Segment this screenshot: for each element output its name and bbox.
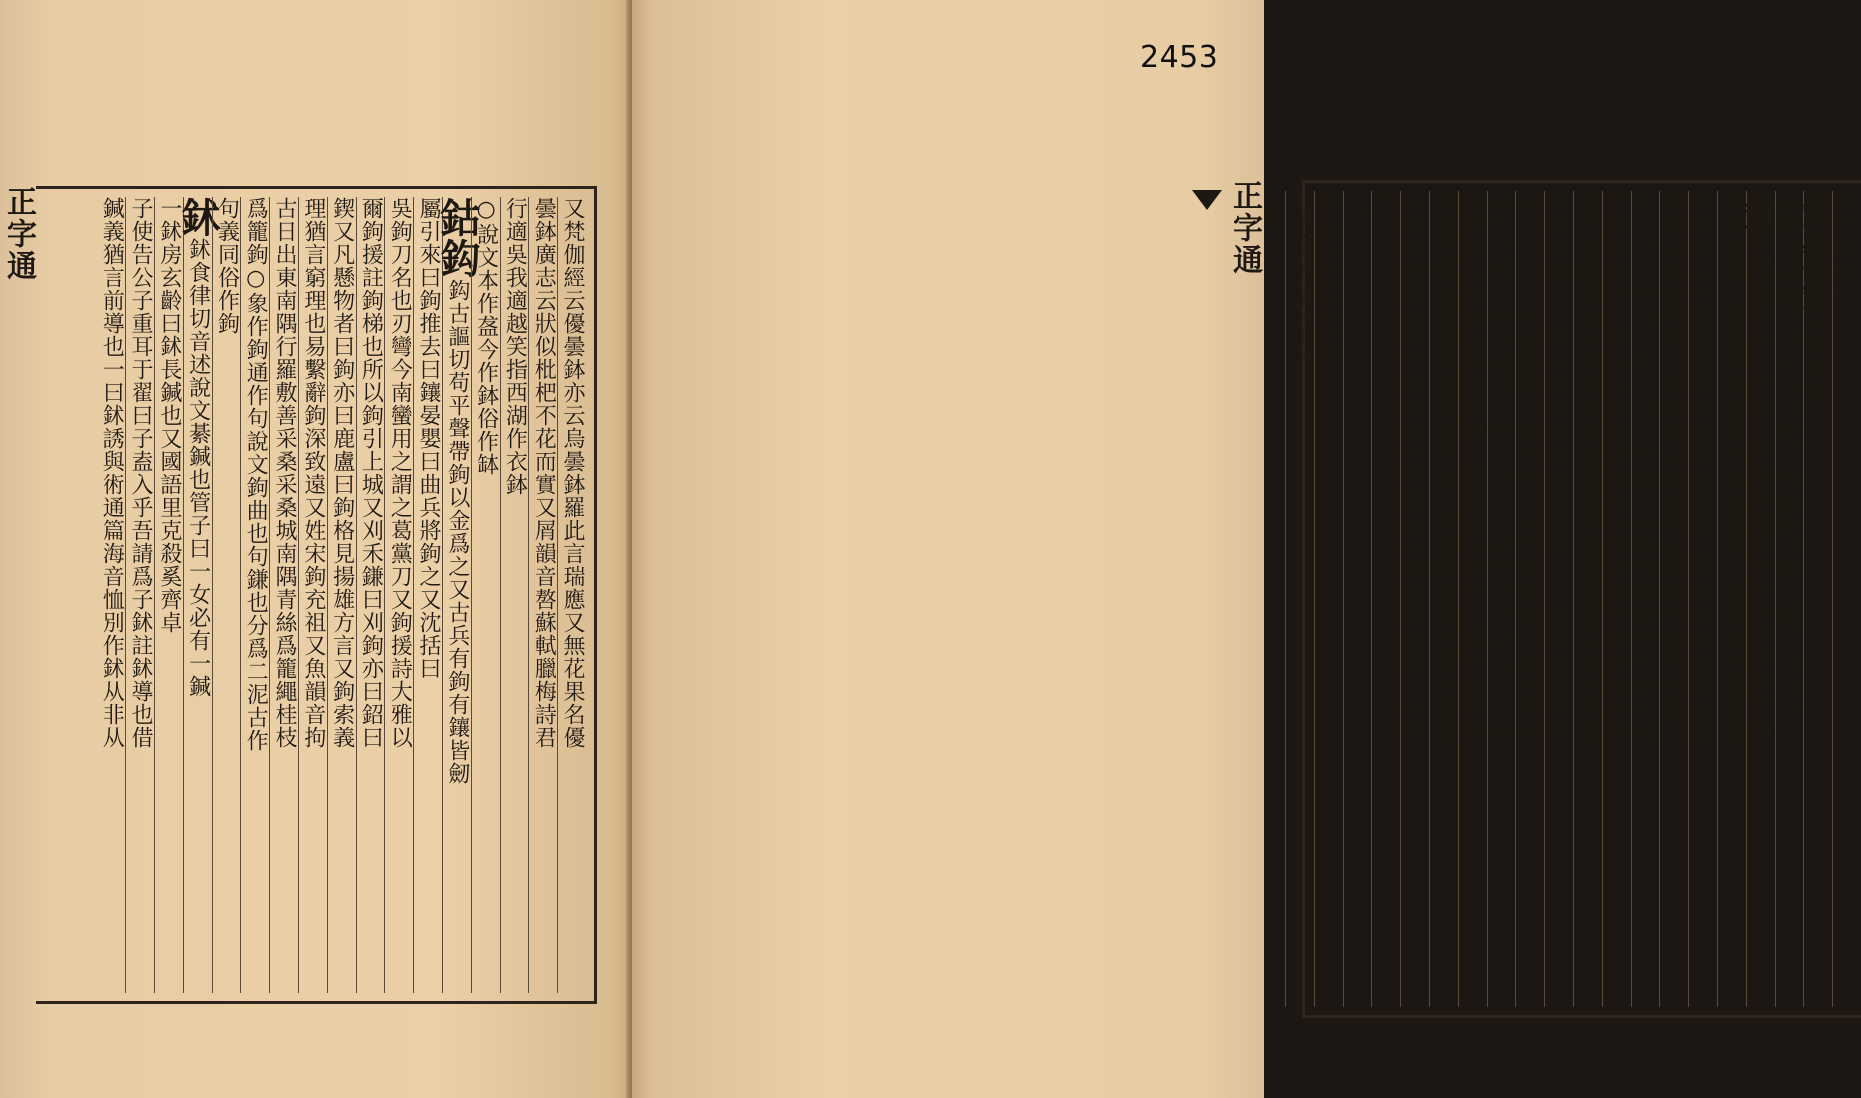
- text-column: 用鐵形圓上有蓋或用瓦形亦如之通稱曰鉢盂宋大覺禪師: [1717, 191, 1746, 1007]
- text-column: 主司斂名紙通呈與主司對拜職事者云請狀元謝衣鉢謂謝: [1458, 191, 1487, 1007]
- text-column: 行適吳我適越笑指西湖作衣鉢: [500, 197, 529, 993]
- text-column: 鈷鈎鈎古謳切苟平聲帶鉤以金爲之又古兵有鉤有鑲皆劒: [442, 197, 471, 993]
- annotation-column: 七陽收鉠按毛詩本作央: [1285, 191, 1314, 1007]
- text-column: 爲籠鉤○象作鉤通作句說文鉤曲也句鎌也分爲二泥古作: [240, 197, 269, 993]
- headword-glyph: 鉥: [174, 197, 222, 238]
- text-column: ○說文本作盋今作鉢俗作缽: [471, 197, 500, 993]
- text-column: 鉢故體用鐵瓦二物色以藥煙熏治量則分上中下釋氏皆: [1746, 191, 1775, 1007]
- text-column: 集和凝第十三名及第後知舉取范質第十三名質從謝凝謂: [1544, 191, 1573, 1007]
- text-column: 鉢同盋食器梵語鉢多羅此云應量器謂體色量三俱應法: [1775, 191, 1804, 1007]
- text-column: 又蘇軾詩傳家有衣鉢註家學有素也或曰儒學借喻衣鉢非: [1400, 191, 1429, 1007]
- book-title: 正字通: [1, 186, 36, 282]
- right-text-frame: [1262, 180, 1861, 1018]
- right-page: [632, 0, 1860, 1098]
- text-column: 則可焚之者慢上取名也又梵書言自釋迦相傳有衣鉢世相: [1631, 191, 1660, 1007]
- headword-glyph: 鈷: [433, 197, 481, 238]
- text-column: 相有登庸衣鉢亦相傳之句又摭言曰唐進士自狀元以下謁: [1487, 191, 1516, 1007]
- text-column: 付受後魏天竺國王子號達磨出家入南海齎衣鉢航海至梁: [1602, 191, 1631, 1007]
- headword-glyph: 鉅: [1795, 273, 1843, 314]
- text-column: 爾鉤援註鉤梯也所以鉤引上城又刈禾鎌曰刈鉤亦曰鉊曰: [356, 197, 385, 993]
- left-text-columns: [36, 197, 586, 993]
- text-column: 與主司同名第者中有與主司先人名第同者謂之謝大衣鉢: [1429, 191, 1458, 1007]
- left-text-frame: [36, 186, 597, 1004]
- text-column: 吳鉤刀名也刃彎今南蠻用之謂之葛黨刀又鉤援詩大雅以: [384, 197, 413, 993]
- headword-glyph: 鈎: [433, 238, 481, 279]
- text-column: 古日出東南隅行羅敷善采桑采桑城南隅青絲爲籠繩桂枝: [269, 197, 298, 993]
- annotation-column: 俗字: [1262, 191, 1282, 225]
- text-column: 鉡鈌鉅字失考正: [1803, 191, 1832, 1007]
- text-column: 鍥又凡懸物者曰鉤亦曰鹿盧曰鉤格見揚雄方言又鉤索義: [327, 197, 356, 993]
- left-page-margin: [0, 186, 40, 998]
- text-column: 一鉥房玄齡曰鉥長鍼也又國語里克殺奚齊卓: [154, 197, 183, 993]
- text-column: 曇鉢廣志云狀似枇杷不花而實又屑韻音嗸蘇軾臘梅詩君: [528, 197, 557, 993]
- text-column: 理猶言窮理也易繫辭鉤深致遠又姓宋鉤充祖又魚韻音拘: [298, 197, 327, 993]
- text-column: 又梵伽經云優曇鉢亦云烏曇鉢羅此言瑞應又無花果名優: [557, 197, 586, 993]
- right-text-columns: [1262, 191, 1861, 1007]
- page-number: 2453: [1140, 40, 1219, 75]
- text-column: 子使告公子重耳于翟曰子盍入乎吾請爲子鉥註鉥導也借: [125, 197, 154, 993]
- text-column: 屬引來曰鉤推去曰鑲晏嬰曰曲兵將鉤之又沈括曰: [413, 197, 442, 993]
- text-column: 皆作斧戉: [1832, 191, 1861, 1007]
- headword-glyph: 鉢: [1737, 191, 1785, 232]
- annotation-column: 从同: [1343, 191, 1372, 1007]
- headword-glyph: 鈌: [1795, 232, 1843, 273]
- book-title-right: 正字通: [1227, 180, 1262, 276]
- text-column: 持律嚴仁宗賜龍腦鉢盂謝對使者焚之曰吾法以瓦鐵食此: [1688, 191, 1717, 1007]
- text-column: 曰公文合壯中選屈就此傳老夫衣鉢耳未幾凝入相後質拜: [1515, 191, 1544, 1007]
- annotation-column: 鈹鈃: [1371, 191, 1400, 1007]
- headword-glyph: 鉡: [1795, 191, 1843, 232]
- text-column: 鍼義猶言前導也一曰鉥誘與術通篇海音恤別作鉥从非从: [99, 197, 125, 749]
- left-page: [0, 0, 632, 1098]
- text-column: 鉥鉥食律切音述說文綦鍼也管子曰一女必有一鍼: [183, 197, 212, 993]
- annotation-column: 舊註音央鉠鉠鈴聲正韻十: [1314, 191, 1343, 1007]
- text-column: 謁武帝隱嵩山少林寺以其法傳慧可至慧可絕又古今名賢: [1573, 191, 1602, 1007]
- text-column: 鉢非法使者歸奏上嘉歎說具蘇軾宸奎閣碑記黃震曰辭之: [1659, 191, 1688, 1007]
- right-page-margin: [1226, 180, 1266, 1012]
- text-column: 句義同俗作鉤: [212, 197, 241, 993]
